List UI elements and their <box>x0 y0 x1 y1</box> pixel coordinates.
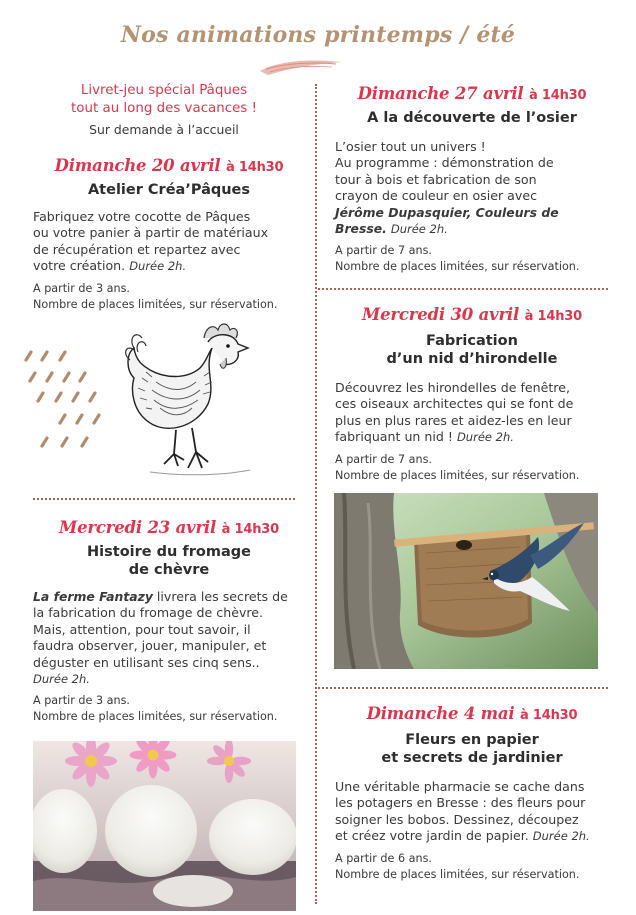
event-time: à 14h30 <box>529 88 587 103</box>
event-creapaques <box>33 156 305 313</box>
desc-line: Découvrez les hirondelles de fenêtre, <box>335 380 570 395</box>
event-title <box>335 332 609 368</box>
event-day: Dimanche 4 mai <box>366 704 515 723</box>
desc-line: soigner les bobos. Dessinez, découpez <box>335 811 579 827</box>
desc-line: L’osier tout un univers ! <box>335 139 486 154</box>
event-age: A partir de 7 ans. <box>335 452 432 466</box>
desc-line: fabriquant un nid ! <box>335 429 453 445</box>
livret-subtext: Sur demande à l’accueil <box>89 122 239 137</box>
event-description <box>335 779 609 845</box>
artisan-name: Jérôme Dupasquier, Couleurs de <box>335 204 559 220</box>
event-title: Atelier Créa’Pâques <box>87 182 251 198</box>
desc-line: crayon de couleur en osier avec <box>335 188 537 204</box>
event-duration: Durée 2h. <box>456 430 514 445</box>
event-date <box>33 518 305 537</box>
event-description <box>33 209 305 275</box>
event-day: Dimanche 20 avril <box>54 156 221 175</box>
section-divider <box>33 498 295 500</box>
event-age: A partir de 7 ans. <box>335 244 432 258</box>
event-fromage <box>33 518 305 725</box>
desc-line: Mais, attention, pour tout savoir, il <box>33 621 251 637</box>
event-title-line: d’un nid d’hirondelle <box>386 351 558 367</box>
event-fleurs-papier <box>335 704 609 883</box>
event-age: A partir de 3 ans. <box>33 694 130 708</box>
event-osier <box>335 84 609 275</box>
event-title-line: et secrets de jardinier <box>381 750 563 766</box>
event-title <box>33 543 305 579</box>
desc-line: les potagers en Bresse : des fleurs pour <box>335 795 586 811</box>
swallow-nest-photo <box>334 493 598 669</box>
desc-line: déguster en utilisant ses cinq sens.. <box>33 654 260 670</box>
event-description <box>33 589 305 687</box>
farm-name: La ferme Fantazy <box>33 589 153 604</box>
event-title-line: Fabrication <box>426 333 518 349</box>
event-places: Nombre de places limitées, sur réservation. <box>33 710 278 724</box>
event-places: Nombre de places limitées, sur réservation. <box>33 297 278 311</box>
event-date <box>33 156 305 175</box>
event-nid-hirondelle <box>335 305 609 484</box>
desc-line: Fabriquez votre cocotte de Pâques <box>33 209 251 224</box>
event-day: Mercredi 30 avril <box>362 305 520 324</box>
desc-line: ou votre panier à partir de matériaux <box>33 225 269 241</box>
event-title <box>335 731 609 767</box>
event-duration: Durée 2h. <box>33 672 90 687</box>
event-date <box>335 305 609 324</box>
event-duration: Durée 2h. <box>532 829 590 844</box>
artisan-name: Bresse. <box>335 221 387 237</box>
desc-line: faudra observer, jouer, manipuler, et <box>33 638 267 654</box>
event-date <box>335 84 609 103</box>
event-description <box>335 139 609 237</box>
event-duration: Durée 2h. <box>129 259 187 274</box>
event-time: à 14h30 <box>226 160 284 175</box>
event-time: à 14h30 <box>221 522 279 537</box>
event-places: Nombre de places limitées, sur réservation. <box>335 867 580 881</box>
event-day: Dimanche 27 avril <box>357 84 524 103</box>
event-title-line: Fleurs en papier <box>405 732 539 748</box>
event-date <box>335 704 609 723</box>
event-places: Nombre de places limitées, sur réservation. <box>335 260 580 274</box>
event-title-line: Histoire du fromage <box>87 544 251 560</box>
event-details <box>335 851 609 883</box>
event-day: Mercredi 23 avril <box>59 518 217 537</box>
desc-line: tour à bois et fabrication de son <box>335 171 537 187</box>
hen-illustration <box>120 308 270 486</box>
event-details <box>335 452 609 484</box>
livret-notice <box>33 82 295 137</box>
event-time: à 14h30 <box>520 708 578 723</box>
desc-line: Au programme : démonstration de <box>335 155 554 171</box>
event-details <box>335 243 609 275</box>
column-divider <box>315 84 317 904</box>
desc-line: ces oiseaux architectes qui se font de <box>335 396 574 412</box>
event-description <box>335 380 609 446</box>
event-age: A partir de 3 ans. <box>33 281 130 295</box>
livret-line: Livret-jeu spécial Pâques <box>80 83 248 98</box>
event-title: A la découverte de l’osier <box>367 110 577 126</box>
desc-line: la fabrication du fromage de chèvre. <box>33 605 264 621</box>
section-divider <box>318 288 608 290</box>
desc-line: et créez votre jardin de papier. <box>335 828 529 844</box>
brush-swash-decoration <box>256 56 346 78</box>
event-age: A partir de 6 ans. <box>335 851 432 865</box>
section-divider <box>318 687 608 689</box>
event-details <box>33 693 305 725</box>
desc-line: votre création. <box>33 258 126 274</box>
desc-line: de récupération et repartez avec <box>33 241 241 257</box>
page-title: Nos animations printemps / été <box>120 22 516 48</box>
event-duration: Durée 2h. <box>390 222 448 237</box>
desc-line: Une véritable pharmacie se cache dans <box>335 779 585 794</box>
event-places: Nombre de places limitées, sur réservation. <box>335 468 580 482</box>
livret-line: tout au long des vacances ! <box>71 100 257 116</box>
desc-line: livrera les secrets de <box>152 589 288 604</box>
event-title-line: de chèvre <box>128 562 210 578</box>
event-time: à 14h30 <box>524 309 582 324</box>
desc-line: plus en plus rares et aidez-les en leur <box>335 412 572 428</box>
goat-cheese-photo <box>33 741 296 911</box>
